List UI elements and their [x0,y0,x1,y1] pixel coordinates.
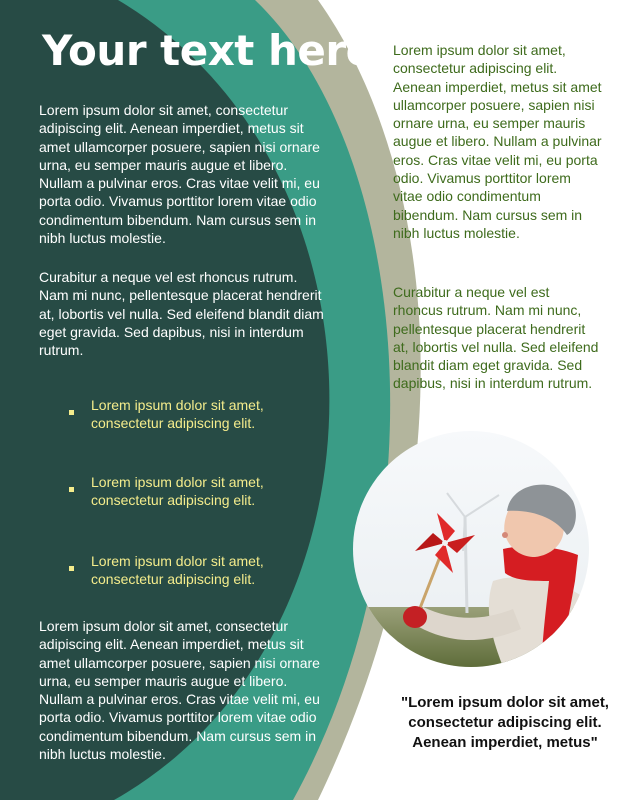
left-paragraph-1: Lorem ipsum dolor sit amet, consectetur adipiscing elit. Aenean imperdiet, metus sit amet ullamcorper posuere, sapien nisi ornare urna, eu semper mauris augue et libero. Nullam a pulvinar eros. Cras vitae velit mi, eu porta odio. Vivamus porttitor lorem vitae odio condimentum bibendum. Nam cursus sem in nibh luctus molestie. [39,102,320,247]
bullet-square-icon [69,410,74,415]
page-title: Your text here [42,26,374,75]
bullet-square-icon [69,487,74,492]
bullet-item-2 [69,473,319,510]
bullet-item-1 [69,396,319,433]
bullet-text: Lorem ipsum dolor sit amet, consectetur adipiscing elit. [91,397,264,432]
bullet-text: Lorem ipsum dolor sit amet, consectetur adipiscing elit. [91,474,264,509]
bullet-text: Lorem ipsum dolor sit amet, consectetur adipiscing elit. [91,553,264,588]
right-paragraph-2: Curabitur a neque vel est rhoncus rutrum. Nam mi nunc, pellentesque placerat hendrerit at, lobortis vel nulla. Sed eleifend blandit diam eget gravida. Sed dapibus, nisi in interdum rutrum. [393,284,599,392]
pull-quote: "Lorem ipsum dolor sit amet, consectetur adipiscing elit. Aenean imperdiet, metus" [401,694,609,751]
left-paragraph-2: Curabitur a neque vel est rhoncus rutrum. Nam mi nunc, pellentesque placerat hendrerit at, lobortis vel nulla. Sed eleifend blandit diam eget gravida. Sed dapibus, nisi in interdum rutrum. [39,269,324,359]
bullet-item-3 [69,552,319,589]
left-paragraph-3: Lorem ipsum dolor sit amet, consectetur adipiscing elit. Aenean imperdiet, metus sit amet ullamcorper posuere, sapien nisi ornare urna, eu semper mauris augue et libero. Nullam a pulvinar eros. Cras vitae velit mi, eu porta odio. Vivamus porttitor lorem vitae odio condimentum bibendum. Nam cursus sem in nibh luctus molestie. [39,618,320,763]
right-paragraph-1: Lorem ipsum dolor sit amet, consectetur adipiscing elit. Aenean imperdiet, metus sit amet ullamcorper posuere, sapien nisi ornare urna, eu semper mauris augue et libero. Nullam a pulvinar eros. Cras vitae velit mi, eu porta odio. Vivamus porttitor lorem vitae odio condimentum bibendum. Nam cursus sem in nibh luctus molestie. [393,42,602,241]
child-with-pinwheel-photo [353,431,589,667]
bullet-square-icon [69,566,74,571]
